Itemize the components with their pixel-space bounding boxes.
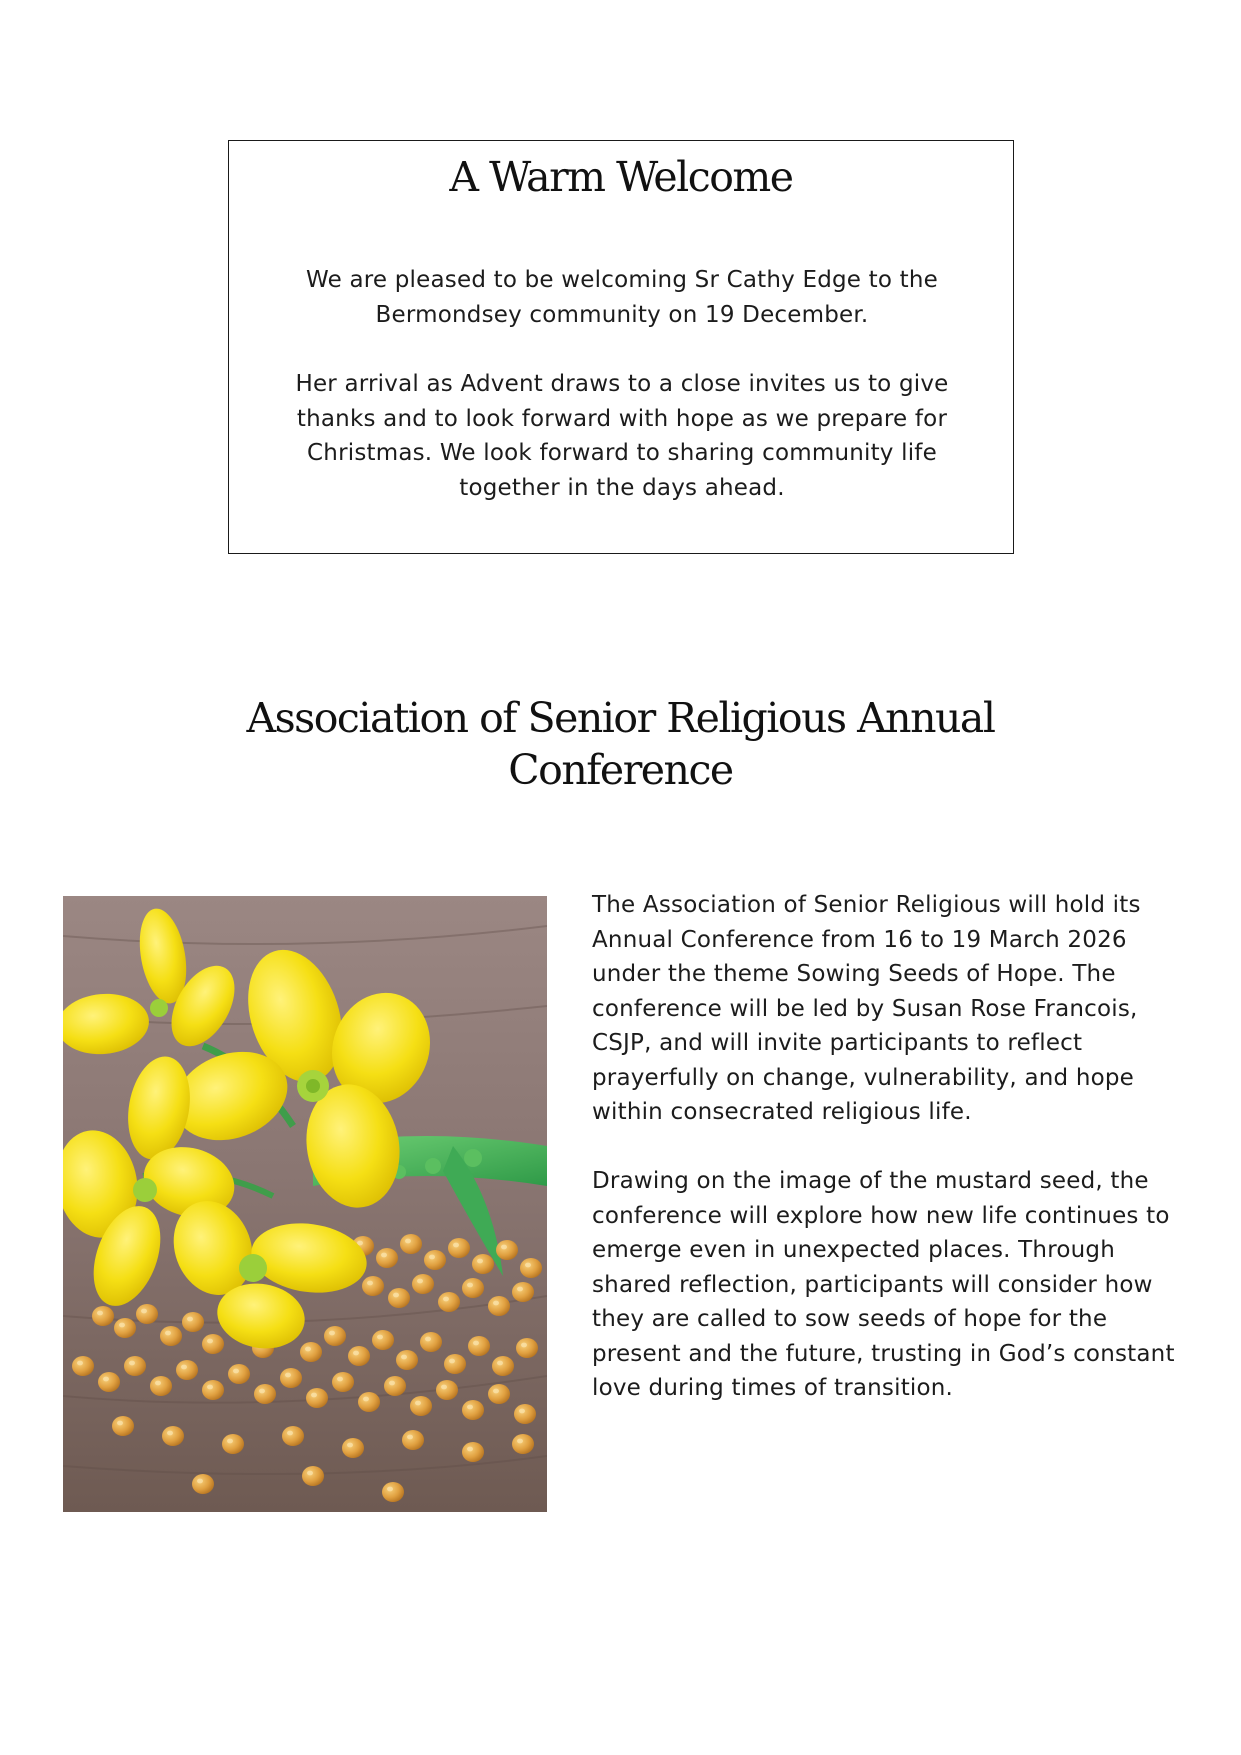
welcome-paragraph: We are pleased to be welcoming Sr Cathy Edge to the Bermondsey community on 19 December. <box>305 267 939 328</box>
mustard-flower-image <box>63 896 547 1512</box>
welcome-box <box>228 140 1014 554</box>
welcome-paragraph: Her arrival as Advent draws to a close invites us to give thanks and to look forward with hope as we prepare for Christmas. We look forward to sharing community life together in the days ahead. <box>295 371 949 501</box>
conference-text <box>592 888 1176 1406</box>
conference-title: Association of Senior Religious Annual Conference <box>246 694 995 794</box>
welcome-title: A Warm Welcome <box>449 153 793 201</box>
conference-paragraph: The Association of Senior Religious will hold its Annual Conference from 16 to 19 March 2026 under the theme Sowing Seeds of Hope. The conference will be led by Susan Rose Francois, CSJP, and will invite participants to reflect prayerfully on change, vulnerability, and hope within consecrated religious life. <box>592 892 1141 1125</box>
conference-paragraph: Drawing on the image of the mustard seed, the conference will explore how new life continues to emerge even in unexpected places. Through shared reflection, participants will consider how they are called to sow seeds of hope for the present and the future, trusting in God’s constant love during times of transition. <box>592 1168 1175 1401</box>
